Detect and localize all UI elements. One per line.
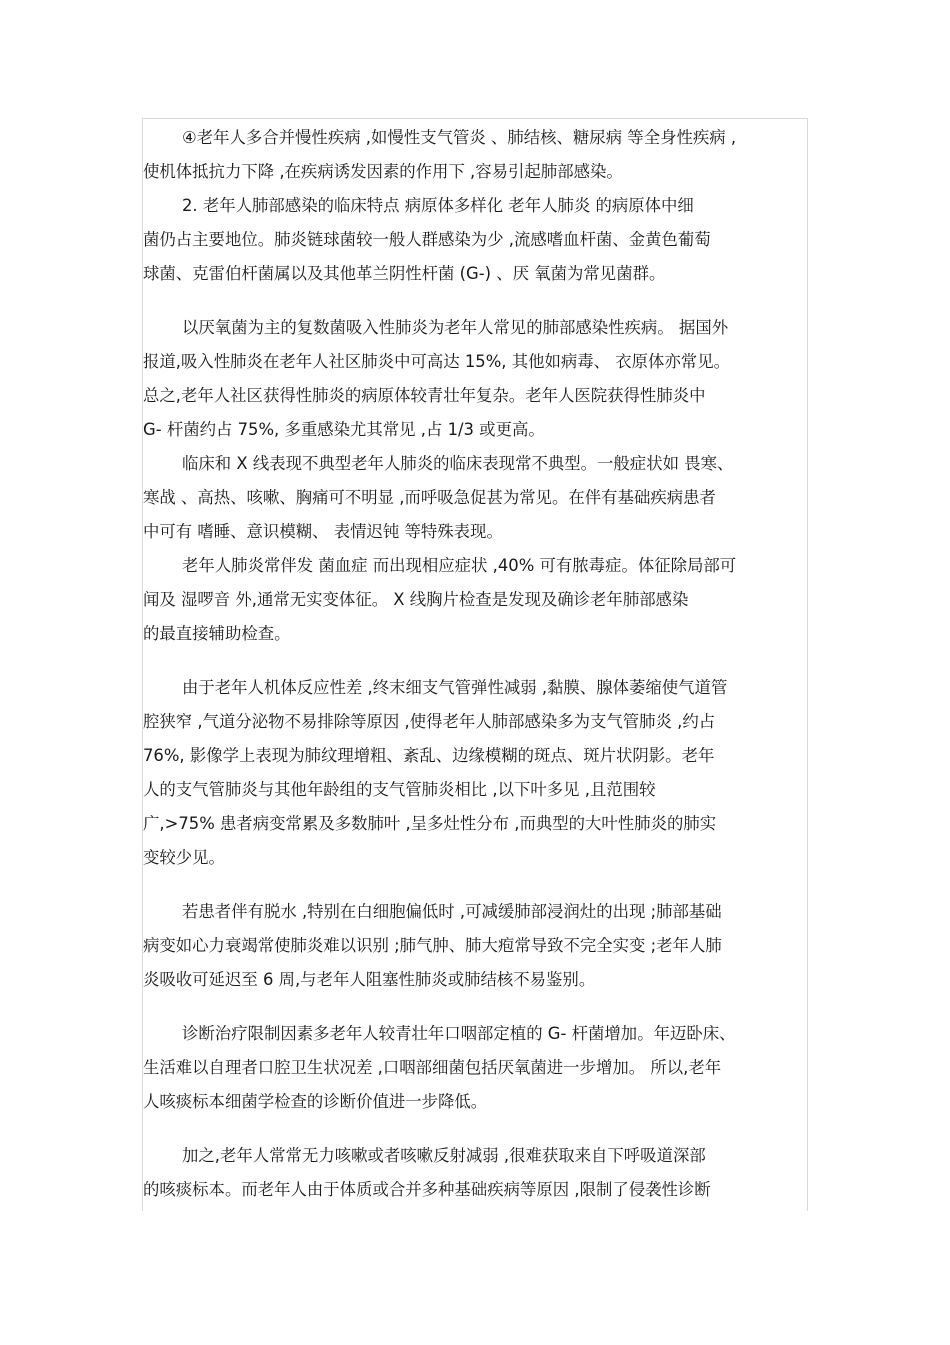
- text-line: 由于老年人机体反应性差 ,终末细支气管弹性减弱 ,黏膜、腺体萎缩使气道管: [182, 678, 728, 697]
- text-line: 腔狭窄 ,气道分泌物不易排除等原因 ,使得老年人肺部感染多为支气管肺炎 ,约占: [143, 712, 716, 731]
- text-line: 闻及 湿啰音 外,通常无实变体征。 X 线胸片检查是发现及确诊老年肺部感染: [143, 590, 689, 609]
- text-line: 总之,老年人社区获得性肺炎的病原体较青壮年复杂。老年人医院获得性肺炎中: [143, 386, 706, 405]
- text-line: 的咳痰标本。而老年人由于体质或合并多种基础疾病等原因 ,限制了侵袭性诊断: [143, 1180, 711, 1199]
- text-line: 中可有 嗜睡、意识模糊、 表情迟钝 等特殊表现。: [143, 522, 503, 541]
- text-line: 生活难以自理者口腔卫生状况差 ,口咽部细菌包括厌氧菌进一步增加。 所以,老年: [143, 1058, 722, 1077]
- text-line: 人的支气管肺炎与其他年龄组的支气管肺炎相比 ,以下叶多见 ,且范围较: [143, 780, 656, 799]
- text-line: 人咳痰标本细菌学检查的诊断价值进一步降低。: [143, 1092, 488, 1111]
- paragraph-gap: [143, 997, 808, 1017]
- text-line: 2. 老年人肺部感染的临床特点 病原体多样化 老年人肺炎 的病原体中细: [182, 196, 694, 215]
- text-line: 病变如心力衰竭常使肺炎难以识别 ;肺气肿、肺大疱常导致不完全实变 ;老年人肺: [143, 936, 722, 955]
- text-line: 变较少见。: [143, 848, 225, 867]
- text-line: 球菌、克雷伯杆菌属以及其他革兰阴性杆菌 (G-) 、厌 氧菌为常见菌群。: [143, 264, 666, 283]
- text-line: 以厌氧菌为主的复数菌吸入性肺炎为老年人常见的肺部感染性疾病。 据国外: [182, 318, 729, 337]
- text-line: 临床和 X 线表现不典型老年人肺炎的临床表现常不典型。一般症状如 畏寒、: [182, 454, 734, 473]
- text-line: 的最直接辅助检查。: [143, 624, 291, 643]
- text-line: 老年人肺炎常伴发 菌血症 而出现相应症状 ,40% 可有脓毒症。体征除局部可: [182, 556, 737, 575]
- text-line: 诊断治疗限制因素多老年人较青壮年口咽部定植的 G- 杆菌增加。年迈卧床、: [182, 1024, 736, 1043]
- text-line: 加之,老年人常常无力咳嗽或者咳嗽反射减弱 ,很难获取来自下呼吸道深部: [182, 1146, 706, 1165]
- text-line: ④老年人多合并慢性疾病 ,如慢性支气管炎 、肺结核、糖尿病 等全身性疾病 ,: [182, 128, 737, 147]
- text-line: 菌仍占主要地位。肺炎链球菌较一般人群感染为少 ,流感嗜血杆菌、金黄色葡萄: [143, 230, 711, 249]
- text-line: 若患者伴有脱水 ,特别在白细胞偏低时 ,可减缓肺部浸润灶的出现 ;肺部基础: [182, 902, 722, 921]
- paragraph-gap: [143, 875, 808, 895]
- text-line: 广,>75% 患者病变常累及多数肺叶 ,呈多灶性分布 ,而典型的大叶性肺炎的肺实: [143, 814, 717, 833]
- paragraph-gap: [143, 291, 808, 311]
- text-line: 报道,吸入性肺炎在老年人社区肺炎中可高达 15%, 其他如病毒、 衣原体亦常见。: [143, 352, 730, 371]
- document-body: [143, 121, 808, 1207]
- text-line: 寒战 、高热、咳嗽、胸痛可不明显 ,而呼吸急促甚为常见。在伴有基础疾病患者: [143, 488, 716, 507]
- text-line: 炎吸收可延迟至 6 周,与老年人阻塞性肺炎或肺结核不易鉴别。: [143, 970, 596, 989]
- text-line: G- 杆菌约占 75%, 多重感染尤其常见 ,占 1/3 或更高。: [143, 420, 545, 439]
- paragraph-gap: [143, 1119, 808, 1139]
- text-line: 76%, 影像学上表现为肺纹理增粗、紊乱、边缘模糊的斑点、斑片状阴影。老年: [143, 746, 715, 765]
- text-line: 使机体抵抗力下降 ,在疾病诱发因素的作用下 ,容易引起肺部感染。: [143, 162, 623, 181]
- paragraph-gap: [143, 651, 808, 671]
